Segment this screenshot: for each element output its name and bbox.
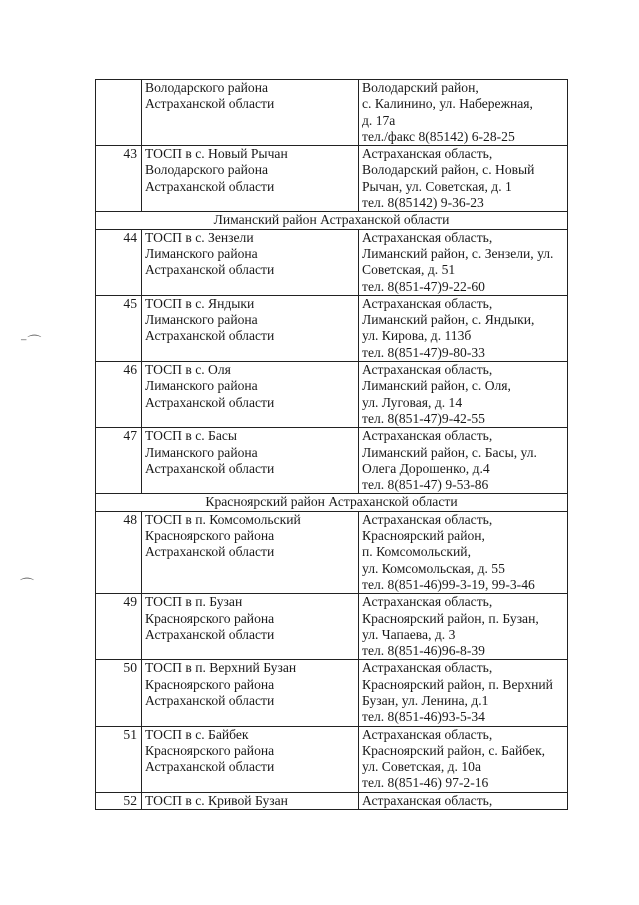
name-line: Астраханской области — [145, 544, 275, 560]
table-row — [96, 295, 568, 361]
office-name-cell — [142, 511, 359, 593]
addr-line: тел. 8(851-47)9-22-60 — [362, 278, 485, 294]
table-row — [96, 792, 568, 809]
office-address-cell — [359, 726, 568, 792]
office-address-cell — [359, 428, 568, 494]
name-line: ТОСП в п. Бузан — [145, 594, 243, 610]
addr-line: с. Калинино, ул. Набережная, — [362, 96, 533, 112]
addr-line: ул. Луговая, д. 14 — [362, 394, 463, 410]
addr-line: тел./факс 8(85142) 6-28-25 — [362, 128, 515, 144]
addr-line: Володарский район, с. Новый — [362, 162, 535, 178]
addr-line: ул. Кирова, д. 113б — [362, 328, 472, 344]
addr-line: ул. Комсомольская, д. 55 — [362, 560, 505, 576]
addr-line: Лиманский район, с. Оля, — [362, 378, 511, 394]
addr-line: Астраханская область, — [362, 792, 493, 808]
office-name-cell — [142, 428, 359, 494]
offices-table-body — [96, 80, 568, 810]
office-name-cell — [142, 362, 359, 428]
addr-line: тел. 8(851-46)99-3-19, 99-3-46 — [362, 576, 535, 592]
name-line: Красноярского района — [145, 742, 275, 758]
addr-line: Астраханская область, — [362, 146, 493, 162]
office-name-cell — [142, 660, 359, 726]
name-line: ТОСП в с. Яндыки — [145, 295, 255, 311]
addr-line: Рычан, ул. Советская, д. 1 — [362, 178, 512, 194]
row-number: 47 — [96, 428, 142, 494]
addr-line: тел. 8(851-46)96-8-39 — [362, 643, 485, 659]
table-row — [96, 80, 568, 146]
name-line: ТОСП в с. Новый Рычан — [145, 146, 288, 162]
office-address-cell — [359, 792, 568, 809]
addr-line: Красноярский район, с. Байбек, — [362, 742, 546, 758]
row-number: 44 — [96, 229, 142, 295]
name-line: ТОСП в п. Верхний Бузан — [145, 660, 297, 676]
table-row — [96, 362, 568, 428]
row-number: 48 — [96, 511, 142, 593]
addr-line: Астраханская область, — [362, 428, 493, 444]
table-row — [96, 229, 568, 295]
name-line: Красноярского района — [145, 528, 275, 544]
row-number: 45 — [96, 295, 142, 361]
name-line: ТОСП в п. Комсомольский — [145, 511, 301, 527]
name-line: ТОСП в с. Кривой Бузан — [145, 792, 288, 808]
addr-line: Астраханская область, — [362, 660, 493, 676]
addr-line: тел. 8(851-46) 97-2-16 — [362, 775, 489, 791]
margin-mark: ⌒ — [20, 579, 34, 594]
table-row — [96, 146, 568, 212]
name-line: Володарского района — [145, 162, 269, 178]
row-number: 43 — [96, 146, 142, 212]
addr-line: д. 17а — [362, 112, 396, 128]
name-line: ТОСП в с. Зензели — [145, 229, 254, 245]
office-address-cell — [359, 80, 568, 146]
addr-line: Советская, д. 51 — [362, 262, 456, 278]
name-line: Астраханской области — [145, 394, 275, 410]
name-line: Астраханской области — [145, 262, 275, 278]
addr-line: Астраханская область, — [362, 511, 493, 527]
office-address-cell — [359, 295, 568, 361]
addr-line: Астраханская область, — [362, 726, 493, 742]
office-address-cell — [359, 362, 568, 428]
name-line: Красноярского района — [145, 610, 275, 626]
addr-line: Лиманский район, с. Басы, ул. — [362, 444, 537, 460]
addr-line: п. Комсомольский, — [362, 544, 471, 560]
section-row — [96, 494, 568, 511]
addr-line: Лиманский район, с. Яндыки, — [362, 312, 535, 328]
row-number: 49 — [96, 594, 142, 660]
addr-line: Красноярский район, п. Верхний — [362, 676, 553, 692]
name-line: Астраханской области — [145, 759, 275, 775]
addr-line: ул. Чапаева, д. 3 — [362, 626, 456, 642]
office-address-cell — [359, 660, 568, 726]
name-line: Астраханской области — [145, 692, 275, 708]
addr-line: тел. 8(851-47)9-42-55 — [362, 410, 485, 426]
name-line: Красноярского района — [145, 676, 275, 692]
table-row — [96, 726, 568, 792]
section-title: Лиманский район Астраханской области — [96, 212, 568, 229]
name-line: Лиманского района — [145, 245, 258, 261]
addr-line: Астраханская область, — [362, 594, 493, 610]
addr-line: тел. 8(851-46)93-5-34 — [362, 709, 485, 725]
office-address-cell — [359, 146, 568, 212]
addr-line: тел. 8(851-47) 9-53-86 — [362, 477, 489, 493]
office-name-cell — [142, 594, 359, 660]
office-name-cell — [142, 80, 359, 146]
table-row — [96, 660, 568, 726]
name-line: Лиманского района — [145, 378, 258, 394]
name-line: Астраханской области — [145, 328, 275, 344]
row-number: 50 — [96, 660, 142, 726]
addr-line: Астраханская область, — [362, 295, 493, 311]
name-line: Астраханской области — [145, 626, 275, 642]
row-number — [96, 80, 142, 146]
name-line: ТОСП в с. Басы — [145, 428, 238, 444]
addr-line: Бузан, ул. Ленина, д.1 — [362, 692, 489, 708]
addr-line: ул. Советская, д. 10а — [362, 759, 481, 775]
office-address-cell — [359, 229, 568, 295]
table-row — [96, 511, 568, 593]
name-line: Астраханской области — [145, 96, 275, 112]
row-number: 51 — [96, 726, 142, 792]
office-address-cell — [359, 511, 568, 593]
name-line: Володарского района — [145, 80, 269, 95]
addr-line: Володарский район, — [362, 80, 479, 95]
section-title: Красноярский район Астраханской области — [96, 494, 568, 511]
addr-line: Астраханская область, — [362, 362, 493, 378]
row-number: 46 — [96, 362, 142, 428]
name-line: ТОСП в с. Байбек — [145, 726, 249, 742]
addr-line: Олега Дорошенко, д.4 — [362, 460, 490, 476]
office-address-cell — [359, 594, 568, 660]
addr-line: Красноярский район, — [362, 528, 485, 544]
name-line: Астраханской области — [145, 178, 275, 194]
row-number: 52 — [96, 792, 142, 809]
name-line: Лиманского района — [145, 444, 258, 460]
addr-line: Астраханская область, — [362, 229, 493, 245]
name-line: ТОСП в с. Оля — [145, 362, 231, 378]
offices-table — [95, 79, 568, 810]
office-name-cell — [142, 229, 359, 295]
office-name-cell — [142, 726, 359, 792]
margin-mark: ⁻⌒ — [20, 336, 42, 351]
office-name-cell — [142, 146, 359, 212]
table-row — [96, 428, 568, 494]
section-row — [96, 212, 568, 229]
addr-line: Лиманский район, с. Зензели, ул. — [362, 245, 554, 261]
name-line: Лиманского района — [145, 312, 258, 328]
name-line: Астраханской области — [145, 460, 275, 476]
office-name-cell — [142, 792, 359, 809]
addr-line: тел. 8(85142) 9-36-23 — [362, 195, 484, 211]
addr-line: тел. 8(851-47)9-80-33 — [362, 344, 485, 360]
table-row — [96, 594, 568, 660]
addr-line: Красноярский район, п. Бузан, — [362, 610, 539, 626]
office-name-cell — [142, 295, 359, 361]
